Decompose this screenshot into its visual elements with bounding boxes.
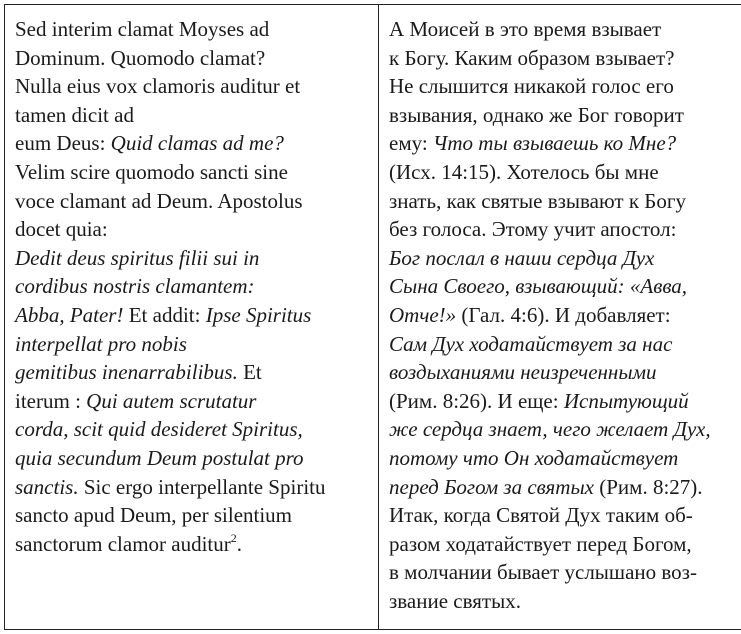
text-run: Et addit: xyxy=(123,302,206,327)
text-run: Nulla eius vox clamoris auditur et xyxy=(15,74,301,99)
text-run: Sed interim clamat Moyses ad xyxy=(15,17,270,41)
text-line xyxy=(15,415,370,444)
text-line xyxy=(389,158,741,187)
russian-column xyxy=(379,5,741,630)
text-line xyxy=(389,358,741,387)
italic-quote: же сердца знает, чего желает Дух, xyxy=(389,417,711,442)
text-run: разом ходатайствует перед Богом, xyxy=(389,531,692,556)
text-run: docet quia: xyxy=(15,217,108,242)
text-line xyxy=(389,444,741,473)
text-run: (Гал. 4:6). И добавляет: xyxy=(456,302,671,327)
table-row xyxy=(5,5,741,630)
text-line xyxy=(15,158,370,187)
text-run: eum Deus: xyxy=(15,131,111,156)
italic-quote: quia secundum Deum postulat pro xyxy=(15,445,304,470)
footnote-marker: 2 xyxy=(230,530,237,545)
text-line xyxy=(389,72,741,101)
text-run: ему: xyxy=(389,131,433,156)
text-line xyxy=(15,101,370,130)
text-line xyxy=(15,473,370,502)
italic-quote: потому что Он ходатайствует xyxy=(389,445,679,470)
text-line xyxy=(15,15,370,44)
text-line xyxy=(15,530,370,559)
text-line xyxy=(15,187,370,216)
text-run: к Богу. Каким образом взывает? xyxy=(389,45,675,70)
text-line xyxy=(15,215,370,244)
text-run: взывания, однако же Бог говорит xyxy=(389,102,684,127)
text-run: (Рим. 8:26). И еще: xyxy=(389,388,564,413)
text-line xyxy=(389,415,741,444)
text-line xyxy=(15,387,370,416)
text-line xyxy=(389,301,741,330)
parallel-text-table xyxy=(4,4,741,630)
italic-quote: перед Богом за святых xyxy=(389,474,594,499)
text-run: звание святых. xyxy=(389,588,521,613)
italic-quote: corda, scit quid desideret Spiritus, xyxy=(15,417,303,442)
text-line xyxy=(15,330,370,359)
text-line xyxy=(389,387,741,416)
latin-text xyxy=(15,15,370,558)
italic-quote: Бог послал в наши сердца Дух xyxy=(389,245,655,270)
text-line xyxy=(15,501,370,530)
text-line xyxy=(15,244,370,273)
text-line xyxy=(15,358,370,387)
text-line xyxy=(389,129,741,158)
italic-quote: Dedit deus spiritus filii sui in xyxy=(15,245,260,270)
italic-quote: Abba, Pater! xyxy=(15,302,124,327)
text-line xyxy=(389,473,741,502)
text-line xyxy=(389,501,741,530)
text-run: . xyxy=(236,531,243,556)
italic-quote: Отче!» xyxy=(389,302,457,327)
text-line xyxy=(389,587,741,616)
text-run: (Исх. 14:15). Хотелось бы мне xyxy=(389,159,659,184)
italic-quote: Quid clamas ad me? xyxy=(110,131,284,156)
text-run: tamen dicit ad xyxy=(15,102,134,127)
text-run: (Рим. 8:27). xyxy=(594,474,703,499)
text-run: Dominum. Quomodo clamat? xyxy=(15,45,266,70)
text-line xyxy=(389,101,741,130)
text-line xyxy=(15,72,370,101)
text-line xyxy=(389,15,741,44)
text-line xyxy=(389,558,741,587)
italic-quote: Испытующий xyxy=(563,388,689,413)
text-run: sancto apud Deum, per silentium xyxy=(15,503,293,528)
text-line xyxy=(15,444,370,473)
russian-text xyxy=(389,15,741,615)
text-line xyxy=(389,530,741,559)
text-run: в молчании бывает услышано воз- xyxy=(389,560,697,585)
text-line xyxy=(15,301,370,330)
text-line xyxy=(15,272,370,301)
text-line xyxy=(389,330,741,359)
text-run: Не слышится никакой голос его xyxy=(389,74,674,99)
text-run: без голоса. Этому учит апостол: xyxy=(389,217,677,242)
text-line xyxy=(389,44,741,73)
italic-quote: gemitibus inenarrabilibus. xyxy=(15,360,238,385)
italic-quote: Что ты взываешь ко Мне? xyxy=(432,131,677,156)
italic-quote: воздыханиями неизреченными xyxy=(389,360,657,385)
italic-quote: cordibus nostris clamantem: xyxy=(15,274,255,299)
text-line xyxy=(389,272,741,301)
text-run: Velim scire quomodo sancti sine xyxy=(15,159,288,184)
italic-quote: Сам Дух ходатайствует за нас xyxy=(389,331,673,356)
text-line xyxy=(389,187,741,216)
text-run: А Моисей в это время взывает xyxy=(389,17,662,41)
text-run: voce clamant ad Deum. Apostolus xyxy=(15,188,303,213)
text-run: Et xyxy=(237,360,262,385)
italic-quote: Qui autem scrutatur xyxy=(86,388,257,413)
text-line xyxy=(389,215,741,244)
text-run: знать, как святые взывают к Богу xyxy=(389,188,686,213)
text-run: sanctorum clamor auditur xyxy=(15,531,231,556)
text-run: Итак, когда Святой Дух таким об- xyxy=(389,503,693,528)
text-line xyxy=(389,244,741,273)
latin-column xyxy=(5,5,379,630)
text-line xyxy=(15,129,370,158)
italic-quote: interpellat pro nobis xyxy=(15,331,187,356)
italic-quote: Ipse Spiritus xyxy=(205,302,312,327)
italic-quote: Сына Своего, взывающий: «Авва, xyxy=(389,274,688,299)
text-run: Sic ergo interpellante Spiritu xyxy=(78,474,326,499)
text-run: iterum : xyxy=(15,388,87,413)
text-line xyxy=(15,44,370,73)
italic-quote: sanctis. xyxy=(15,474,79,499)
